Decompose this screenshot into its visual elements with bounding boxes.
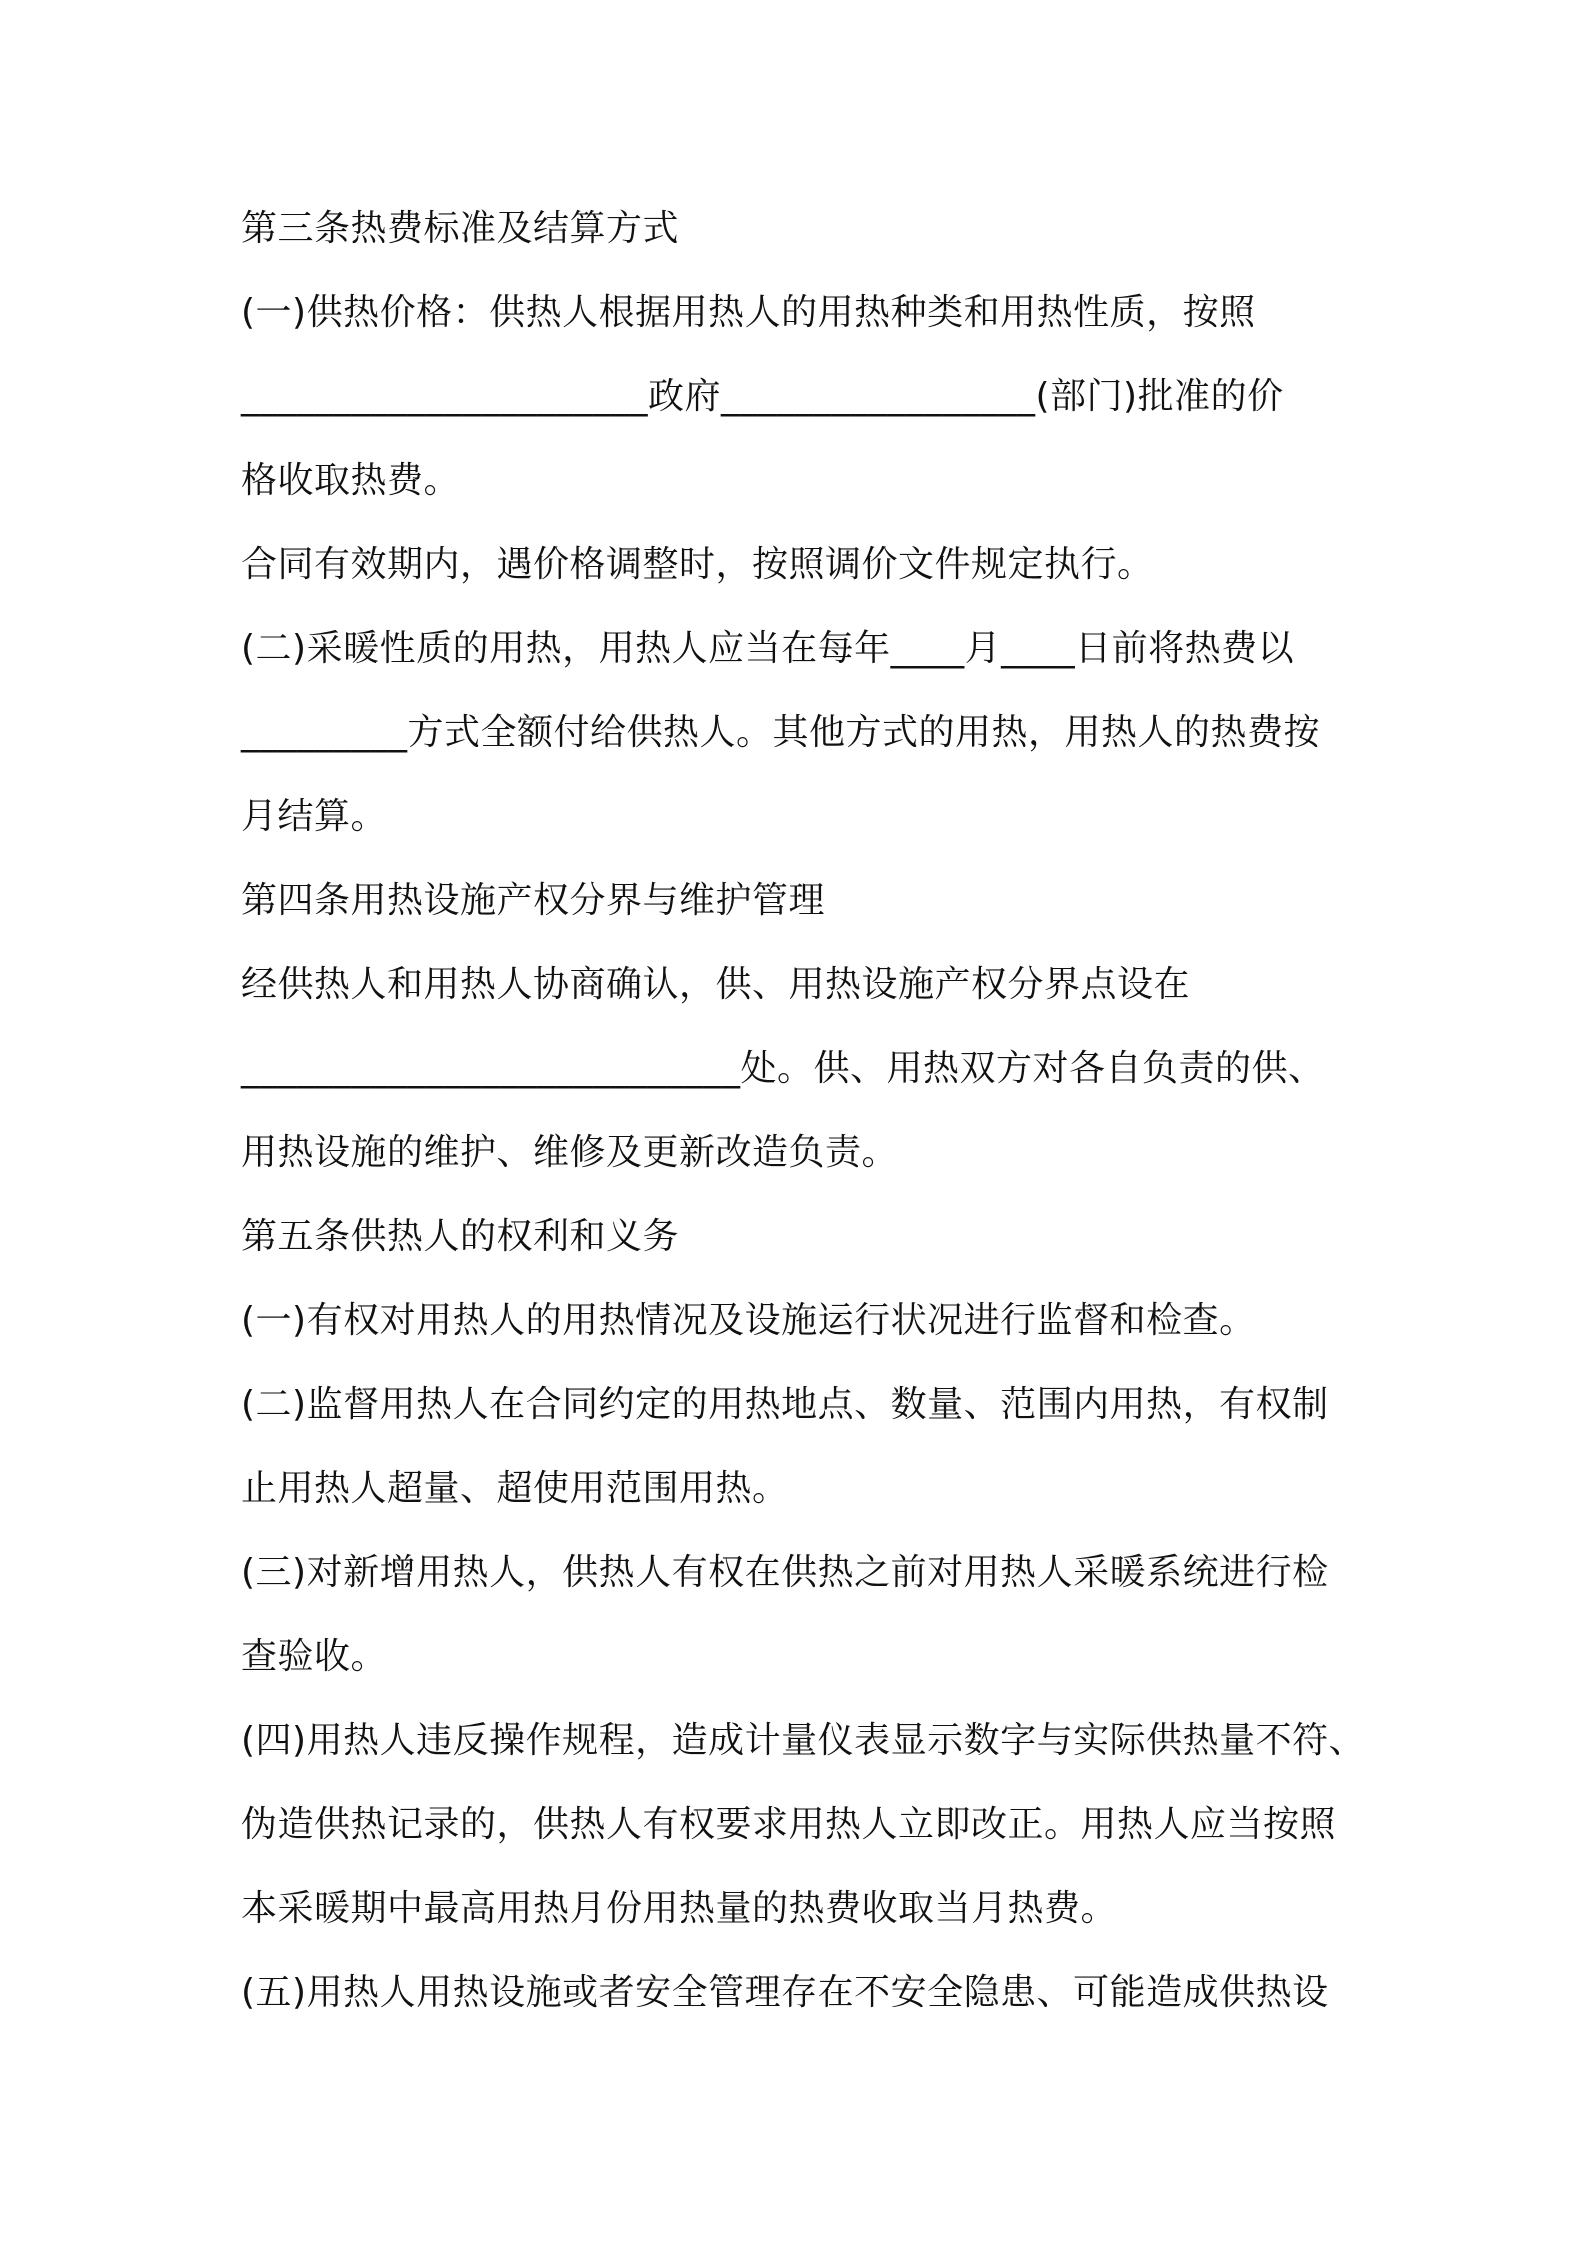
text-line: (二)监督用热人在合同约定的用热地点、数量、范围内用热，有权制 — [241, 1384, 1329, 1425]
text-line: (五)用热人用热设施或者安全管理存在不安全隐患、可能造成供热设 — [241, 1972, 1329, 2013]
text-line: 经供热人和用热人协商确认，供、用热设施产权分界点设在 — [241, 964, 1191, 1005]
text-line: 止用热人超量、超使用范围用热。 — [241, 1468, 789, 1509]
text-line: ______________________政府_________________(部门)批准的价 — [241, 376, 1284, 417]
text-line: 月结算。 — [241, 796, 388, 837]
text-line: 用热设施的维护、维修及更新改造负责。 — [241, 1132, 899, 1173]
text-line: ___________________________处。供、用热双方对各自负责的供、 — [241, 1048, 1325, 1089]
text-line: (三)对新增用热人，供热人有权在供热之前对用热人采暖系统进行检 — [241, 1552, 1329, 1593]
text-line: 本采暖期中最高用热月份用热量的热费收取当月热费。 — [241, 1888, 1118, 1929]
article-5-heading: 第五条供热人的权利和义务 — [241, 1216, 680, 1257]
article-3-heading: 第三条热费标准及结算方式 — [241, 208, 680, 249]
text-line: (一)供热价格：供热人根据用热人的用热种类和用热性质，按照 — [241, 292, 1256, 333]
text-line: 查验收。 — [241, 1636, 388, 1677]
text-line: 伪造供热记录的，供热人有权要求用热人立即改正。用热人应当按照 — [241, 1804, 1337, 1845]
text-line: 格收取热费。 — [241, 460, 461, 501]
text-line: _________方式全额付给供热人。其他方式的用热，用热人的热费按 — [241, 712, 1321, 753]
text-line: 合同有效期内，遇价格调整时，按照调价文件规定执行。 — [241, 544, 1154, 585]
text-line: (二)采暖性质的用热，用热人应当在每年____月____日前将热费以 — [241, 628, 1295, 669]
article-4-heading: 第四条用热设施产权分界与维护管理 — [241, 880, 826, 921]
text-line: (一)有权对用热人的用热情况及设施运行状况进行监督和检查。 — [241, 1300, 1256, 1341]
text-line: (四)用热人违反操作规程，造成计量仪表显示数字与实际供热量不符、 — [241, 1720, 1366, 1761]
